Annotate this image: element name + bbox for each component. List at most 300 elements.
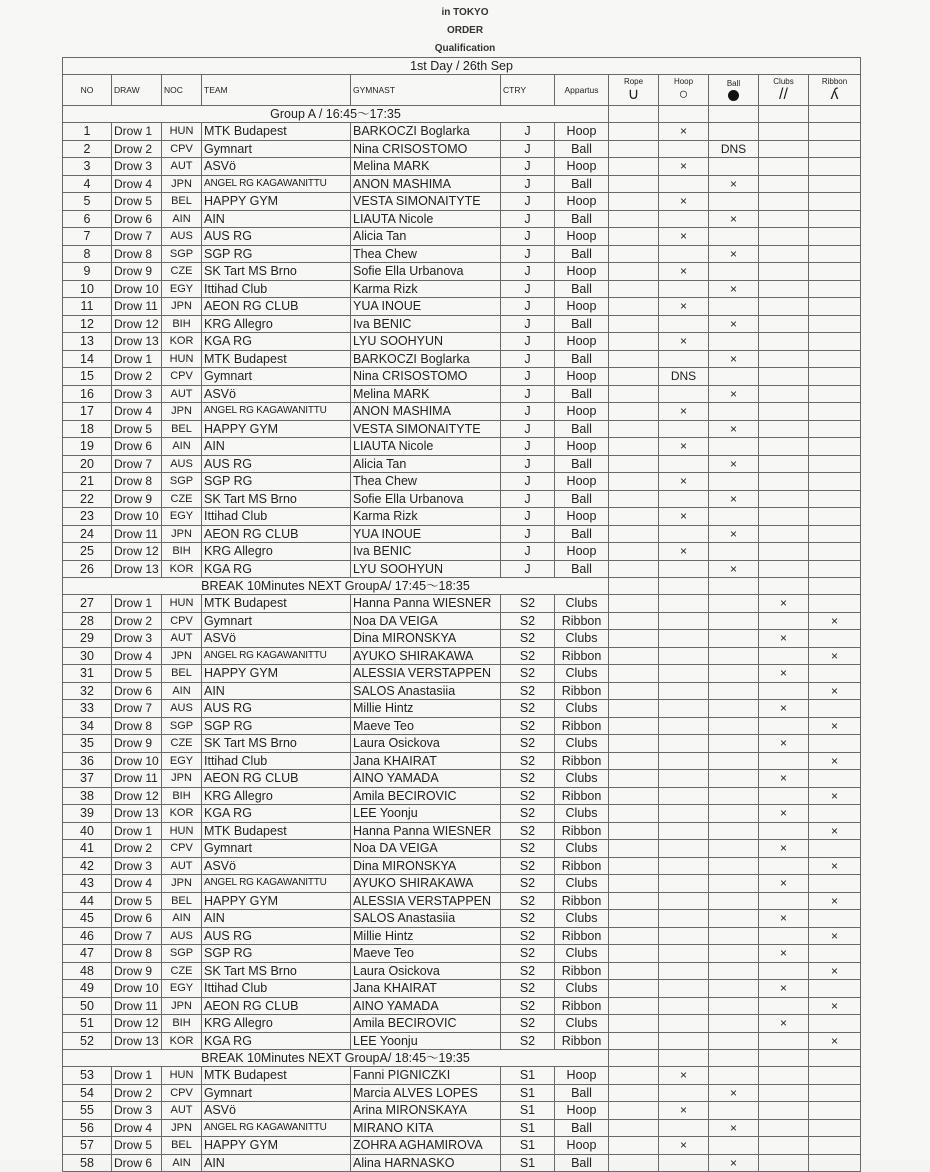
row-team: SGP RG xyxy=(202,945,351,963)
row-gymnast: AINO YAMADA xyxy=(351,997,501,1015)
row-rope xyxy=(609,892,659,910)
header-location: in TOKYO xyxy=(441,7,489,18)
row-no: 55 xyxy=(63,1102,112,1120)
row-no: 17 xyxy=(63,403,112,421)
row-apparatus: Ribbon xyxy=(555,682,609,700)
row-hoop xyxy=(659,1084,709,1102)
row-ctry: J xyxy=(501,508,555,526)
row-hoop xyxy=(659,280,709,298)
row-ribbon xyxy=(809,158,861,176)
table-row xyxy=(63,1015,861,1033)
row-ribbon: × xyxy=(809,962,861,980)
row-noc: BIH xyxy=(162,787,202,805)
row-clubs xyxy=(759,997,809,1015)
table-row xyxy=(63,560,861,578)
row-gymnast: Melina MARK xyxy=(351,158,501,176)
row-draw: Drow 1 xyxy=(112,350,162,368)
row-clubs xyxy=(759,123,809,141)
row-gymnast: BARKOCZI Boglarka xyxy=(351,350,501,368)
row-apparatus: Ribbon xyxy=(555,1032,609,1050)
row-gymnast: ANON MASHIMA xyxy=(351,175,501,193)
table-row xyxy=(63,700,861,718)
row-ctry: S1 xyxy=(501,1084,555,1102)
row-ctry: J xyxy=(501,420,555,438)
row-ctry: S2 xyxy=(501,595,555,613)
row-rope xyxy=(609,945,659,963)
row-rope xyxy=(609,333,659,351)
table-row xyxy=(63,438,861,456)
col-ball: Ball xyxy=(709,75,759,106)
row-rope xyxy=(609,927,659,945)
row-draw: Drow 3 xyxy=(112,385,162,403)
row-clubs xyxy=(759,245,809,263)
row-team: SGP RG xyxy=(202,245,351,263)
row-ball xyxy=(709,1137,759,1155)
row-draw: Drow 11 xyxy=(112,298,162,316)
group-empty-cell xyxy=(609,1050,659,1067)
column-header-row xyxy=(63,75,861,106)
row-no: 25 xyxy=(63,543,112,561)
row-ribbon xyxy=(809,245,861,263)
row-ball: × xyxy=(709,385,759,403)
row-ctry: J xyxy=(501,543,555,561)
row-ctry: S1 xyxy=(501,1102,555,1120)
row-hoop xyxy=(659,735,709,753)
row-apparatus: Clubs xyxy=(555,805,609,823)
row-no: 28 xyxy=(63,612,112,630)
row-ribbon xyxy=(809,945,861,963)
row-team: Gymnart xyxy=(202,368,351,386)
row-hoop xyxy=(659,682,709,700)
row-team: KGA RG xyxy=(202,805,351,823)
row-clubs xyxy=(759,1084,809,1102)
group-header-row xyxy=(63,1050,861,1067)
row-draw: Drow 1 xyxy=(112,595,162,613)
row-gymnast: Thea Chew xyxy=(351,473,501,491)
row-ctry: J xyxy=(501,350,555,368)
table-row xyxy=(63,228,861,246)
table-row xyxy=(63,280,861,298)
row-clubs xyxy=(759,193,809,211)
row-rope xyxy=(609,717,659,735)
row-ctry: S2 xyxy=(501,1015,555,1033)
row-ball xyxy=(709,805,759,823)
row-ctry: S2 xyxy=(501,647,555,665)
row-ribbon xyxy=(809,735,861,753)
header-order: ORDER xyxy=(446,25,484,36)
row-draw: Drow 1 xyxy=(112,1067,162,1085)
row-rope xyxy=(609,228,659,246)
row-draw: Drow 13 xyxy=(112,1032,162,1050)
row-rope xyxy=(609,158,659,176)
row-no: 6 xyxy=(63,210,112,228)
row-clubs xyxy=(759,473,809,491)
row-apparatus: Ribbon xyxy=(555,612,609,630)
row-rope xyxy=(609,962,659,980)
table-row xyxy=(63,875,861,893)
row-no: 8 xyxy=(63,245,112,263)
row-rope xyxy=(609,630,659,648)
group-empty-cell xyxy=(609,578,659,595)
row-ribbon xyxy=(809,700,861,718)
row-noc: SGP xyxy=(162,717,202,735)
row-draw: Drow 9 xyxy=(112,263,162,281)
row-team: AIN xyxy=(202,682,351,700)
col-draw: DRAW xyxy=(112,75,162,106)
row-draw: Drow 5 xyxy=(112,420,162,438)
row-ribbon xyxy=(809,438,861,456)
row-apparatus: Clubs xyxy=(555,665,609,683)
table-row xyxy=(63,1084,861,1102)
row-apparatus: Ball xyxy=(555,455,609,473)
row-ctry: S1 xyxy=(501,1119,555,1137)
table-row xyxy=(63,1067,861,1085)
row-no: 48 xyxy=(63,962,112,980)
row-clubs xyxy=(759,1154,809,1172)
row-apparatus: Ball xyxy=(555,420,609,438)
row-noc: AUS xyxy=(162,228,202,246)
row-apparatus: Clubs xyxy=(555,700,609,718)
row-rope xyxy=(609,490,659,508)
table-row xyxy=(63,805,861,823)
row-ctry: S1 xyxy=(501,1154,555,1172)
row-ribbon xyxy=(809,385,861,403)
row-hoop xyxy=(659,787,709,805)
row-clubs xyxy=(759,350,809,368)
row-ribbon xyxy=(809,525,861,543)
row-draw: Drow 13 xyxy=(112,805,162,823)
row-hoop: × xyxy=(659,193,709,211)
row-ribbon xyxy=(809,490,861,508)
row-draw: Drow 5 xyxy=(112,892,162,910)
row-ctry: S2 xyxy=(501,910,555,928)
group-header-row xyxy=(63,578,861,595)
row-noc: HUN xyxy=(162,595,202,613)
header-qualification: Qualification xyxy=(434,43,496,54)
row-draw: Drow 4 xyxy=(112,875,162,893)
row-apparatus: Clubs xyxy=(555,630,609,648)
row-team: KRG Allegro xyxy=(202,1015,351,1033)
row-gymnast: Iva BENIC xyxy=(351,315,501,333)
row-apparatus: Ball xyxy=(555,350,609,368)
row-hoop xyxy=(659,805,709,823)
row-gymnast: MIRANO KITA xyxy=(351,1119,501,1137)
row-hoop xyxy=(659,560,709,578)
row-noc: CZE xyxy=(162,962,202,980)
row-draw: Drow 11 xyxy=(112,770,162,788)
row-hoop: × xyxy=(659,123,709,141)
row-apparatus: Hoop xyxy=(555,158,609,176)
row-apparatus: Ball xyxy=(555,140,609,158)
col-noc: NOC xyxy=(162,75,202,106)
row-hoop xyxy=(659,665,709,683)
row-noc: JPN xyxy=(162,403,202,421)
group-empty-cell xyxy=(659,106,709,123)
row-ctry: J xyxy=(501,560,555,578)
row-no: 35 xyxy=(63,735,112,753)
row-rope xyxy=(609,315,659,333)
row-ball xyxy=(709,193,759,211)
row-apparatus: Hoop xyxy=(555,193,609,211)
row-ribbon xyxy=(809,333,861,351)
row-draw: Drow 2 xyxy=(112,840,162,858)
row-no: 4 xyxy=(63,175,112,193)
row-rope xyxy=(609,263,659,281)
row-noc: KOR xyxy=(162,560,202,578)
row-hoop xyxy=(659,770,709,788)
row-clubs xyxy=(759,927,809,945)
row-team: Gymnart xyxy=(202,140,351,158)
row-no: 56 xyxy=(63,1119,112,1137)
row-noc: JPN xyxy=(162,647,202,665)
row-apparatus: Ribbon xyxy=(555,647,609,665)
row-gymnast: ALESSIA VERSTAPPEN xyxy=(351,892,501,910)
row-noc: JPN xyxy=(162,175,202,193)
row-no: 22 xyxy=(63,490,112,508)
row-no: 12 xyxy=(63,315,112,333)
row-clubs xyxy=(759,368,809,386)
row-hoop xyxy=(659,1119,709,1137)
row-apparatus: Ribbon xyxy=(555,752,609,770)
row-gymnast: Fanni PIGNICZKI xyxy=(351,1067,501,1085)
row-ball xyxy=(709,123,759,141)
row-ribbon xyxy=(809,1137,861,1155)
row-team: SK Tart MS Brno xyxy=(202,735,351,753)
ribbon-icon: ʎ xyxy=(830,86,839,103)
row-no: 50 xyxy=(63,997,112,1015)
row-draw: Drow 1 xyxy=(112,123,162,141)
group-empty-cell xyxy=(709,1050,759,1067)
row-gymnast: AINO YAMADA xyxy=(351,770,501,788)
row-gymnast: Jana KHAIRAT xyxy=(351,752,501,770)
row-noc: HUN xyxy=(162,822,202,840)
row-ctry: S2 xyxy=(501,735,555,753)
row-ribbon xyxy=(809,140,861,158)
row-no: 54 xyxy=(63,1084,112,1102)
table-row xyxy=(63,508,861,526)
row-ribbon: × xyxy=(809,647,861,665)
table-row xyxy=(63,403,861,421)
row-clubs xyxy=(759,1119,809,1137)
row-team: ASVö xyxy=(202,385,351,403)
row-gymnast: Maeve Teo xyxy=(351,717,501,735)
ball-icon xyxy=(728,90,739,101)
row-team: AEON RG CLUB xyxy=(202,997,351,1015)
row-team: SK Tart MS Brno xyxy=(202,962,351,980)
row-team: SK Tart MS Brno xyxy=(202,490,351,508)
row-draw: Drow 6 xyxy=(112,910,162,928)
group-empty-cell xyxy=(709,578,759,595)
row-rope xyxy=(609,665,659,683)
row-team: Ittihad Club xyxy=(202,980,351,998)
row-no: 9 xyxy=(63,263,112,281)
row-rope xyxy=(609,595,659,613)
row-gymnast: Sofie Ella Urbanova xyxy=(351,263,501,281)
row-apparatus: Hoop xyxy=(555,1137,609,1155)
row-clubs xyxy=(759,612,809,630)
row-gymnast: LIAUTA Nicole xyxy=(351,210,501,228)
row-apparatus: Hoop xyxy=(555,508,609,526)
row-ctry: S2 xyxy=(501,945,555,963)
row-rope xyxy=(609,508,659,526)
row-apparatus: Ball xyxy=(555,315,609,333)
row-no: 33 xyxy=(63,700,112,718)
row-draw: Drow 12 xyxy=(112,1015,162,1033)
row-no: 58 xyxy=(63,1154,112,1172)
row-apparatus: Hoop xyxy=(555,1067,609,1085)
group-label: BREAK 10Minutes NEXT GroupA/ 17:45～18:35 xyxy=(63,578,609,595)
row-ribbon: × xyxy=(809,717,861,735)
table-row xyxy=(63,945,861,963)
row-draw: Drow 3 xyxy=(112,857,162,875)
row-ball: × xyxy=(709,210,759,228)
row-no: 52 xyxy=(63,1032,112,1050)
row-gymnast: Noa DA VEIGA xyxy=(351,840,501,858)
row-team: ASVö xyxy=(202,1102,351,1120)
table-row xyxy=(63,315,861,333)
table-row xyxy=(63,210,861,228)
row-team: ANGEL RG KAGAWANITTU xyxy=(202,1119,351,1137)
row-rope xyxy=(609,700,659,718)
row-hoop: × xyxy=(659,508,709,526)
row-team: MTK Budapest xyxy=(202,1067,351,1085)
row-hoop: × xyxy=(659,1067,709,1085)
row-hoop: DNS xyxy=(659,368,709,386)
row-ctry: J xyxy=(501,298,555,316)
row-team: AIN xyxy=(202,1154,351,1172)
row-gymnast: Marcia ALVES LOPES xyxy=(351,1084,501,1102)
row-clubs xyxy=(759,525,809,543)
row-no: 30 xyxy=(63,647,112,665)
hoop-icon: ○ xyxy=(678,86,689,103)
table-row xyxy=(63,543,861,561)
row-draw: Drow 11 xyxy=(112,525,162,543)
group-empty-cell xyxy=(809,578,861,595)
row-rope xyxy=(609,1032,659,1050)
row-ribbon xyxy=(809,193,861,211)
row-ctry: S2 xyxy=(501,875,555,893)
row-clubs: × xyxy=(759,910,809,928)
row-apparatus: Ball xyxy=(555,1084,609,1102)
row-hoop xyxy=(659,910,709,928)
row-no: 36 xyxy=(63,752,112,770)
row-gymnast: Alina HARNASKO xyxy=(351,1154,501,1172)
row-apparatus: Ball xyxy=(555,1119,609,1137)
row-noc: JPN xyxy=(162,298,202,316)
row-no: 49 xyxy=(63,980,112,998)
row-team: KRG Allegro xyxy=(202,543,351,561)
row-hoop xyxy=(659,595,709,613)
row-gymnast: SALOS Anastasiia xyxy=(351,910,501,928)
row-ball xyxy=(709,228,759,246)
row-apparatus: Ribbon xyxy=(555,892,609,910)
row-clubs xyxy=(759,1137,809,1155)
row-apparatus: Ribbon xyxy=(555,857,609,875)
row-noc: JPN xyxy=(162,1119,202,1137)
row-draw: Drow 12 xyxy=(112,543,162,561)
row-gymnast: AYUKO SHIRAKAWA xyxy=(351,647,501,665)
row-noc: SGP xyxy=(162,245,202,263)
row-apparatus: Hoop xyxy=(555,298,609,316)
col-gymnast: GYMNAST xyxy=(351,75,501,106)
rope-icon: ∪ xyxy=(627,86,640,103)
group-label: Group A / 16:45～17:35 xyxy=(63,106,609,123)
row-hoop xyxy=(659,857,709,875)
table-row xyxy=(63,385,861,403)
row-draw: Drow 10 xyxy=(112,280,162,298)
row-hoop xyxy=(659,175,709,193)
row-gymnast: Alicia Tan xyxy=(351,455,501,473)
row-rope xyxy=(609,298,659,316)
row-hoop xyxy=(659,630,709,648)
row-apparatus: Ball xyxy=(555,490,609,508)
row-no: 11 xyxy=(63,298,112,316)
row-hoop xyxy=(659,455,709,473)
row-gymnast: LEE Yoonju xyxy=(351,805,501,823)
row-no: 5 xyxy=(63,193,112,211)
row-team: Gymnart xyxy=(202,612,351,630)
row-noc: CPV xyxy=(162,368,202,386)
row-ball: × xyxy=(709,315,759,333)
row-draw: Drow 4 xyxy=(112,175,162,193)
row-noc: EGY xyxy=(162,980,202,998)
row-ribbon xyxy=(809,840,861,858)
row-ribbon: × xyxy=(809,892,861,910)
row-ball xyxy=(709,543,759,561)
row-ribbon xyxy=(809,805,861,823)
row-no: 14 xyxy=(63,350,112,368)
row-ball xyxy=(709,840,759,858)
row-noc: EGY xyxy=(162,508,202,526)
row-ctry: S2 xyxy=(501,700,555,718)
row-draw: Drow 12 xyxy=(112,787,162,805)
table-row xyxy=(63,1032,861,1050)
row-team: Ittihad Club xyxy=(202,508,351,526)
row-apparatus: Hoop xyxy=(555,1102,609,1120)
row-apparatus: Clubs xyxy=(555,595,609,613)
row-clubs xyxy=(759,490,809,508)
row-team: AUS RG xyxy=(202,455,351,473)
row-noc: HUN xyxy=(162,123,202,141)
row-gymnast: AYUKO SHIRAKAWA xyxy=(351,875,501,893)
row-noc: KOR xyxy=(162,1032,202,1050)
row-no: 7 xyxy=(63,228,112,246)
row-apparatus: Hoop xyxy=(555,403,609,421)
row-noc: AIN xyxy=(162,1154,202,1172)
row-draw: Drow 2 xyxy=(112,1084,162,1102)
row-ctry: J xyxy=(501,228,555,246)
group-empty-cell xyxy=(809,1050,861,1067)
row-apparatus: Clubs xyxy=(555,770,609,788)
row-clubs xyxy=(759,1032,809,1050)
row-noc: SGP xyxy=(162,945,202,963)
row-noc: EGY xyxy=(162,280,202,298)
row-clubs: × xyxy=(759,630,809,648)
row-ball xyxy=(709,158,759,176)
row-draw: Drow 8 xyxy=(112,473,162,491)
row-no: 21 xyxy=(63,473,112,491)
row-draw: Drow 3 xyxy=(112,158,162,176)
row-ribbon: × xyxy=(809,822,861,840)
row-no: 20 xyxy=(63,455,112,473)
row-clubs xyxy=(759,210,809,228)
row-rope xyxy=(609,787,659,805)
row-gymnast: VESTA SIMONAITYTE xyxy=(351,420,501,438)
row-ribbon xyxy=(809,980,861,998)
row-team: Ittihad Club xyxy=(202,752,351,770)
row-clubs xyxy=(759,892,809,910)
row-draw: Drow 5 xyxy=(112,193,162,211)
